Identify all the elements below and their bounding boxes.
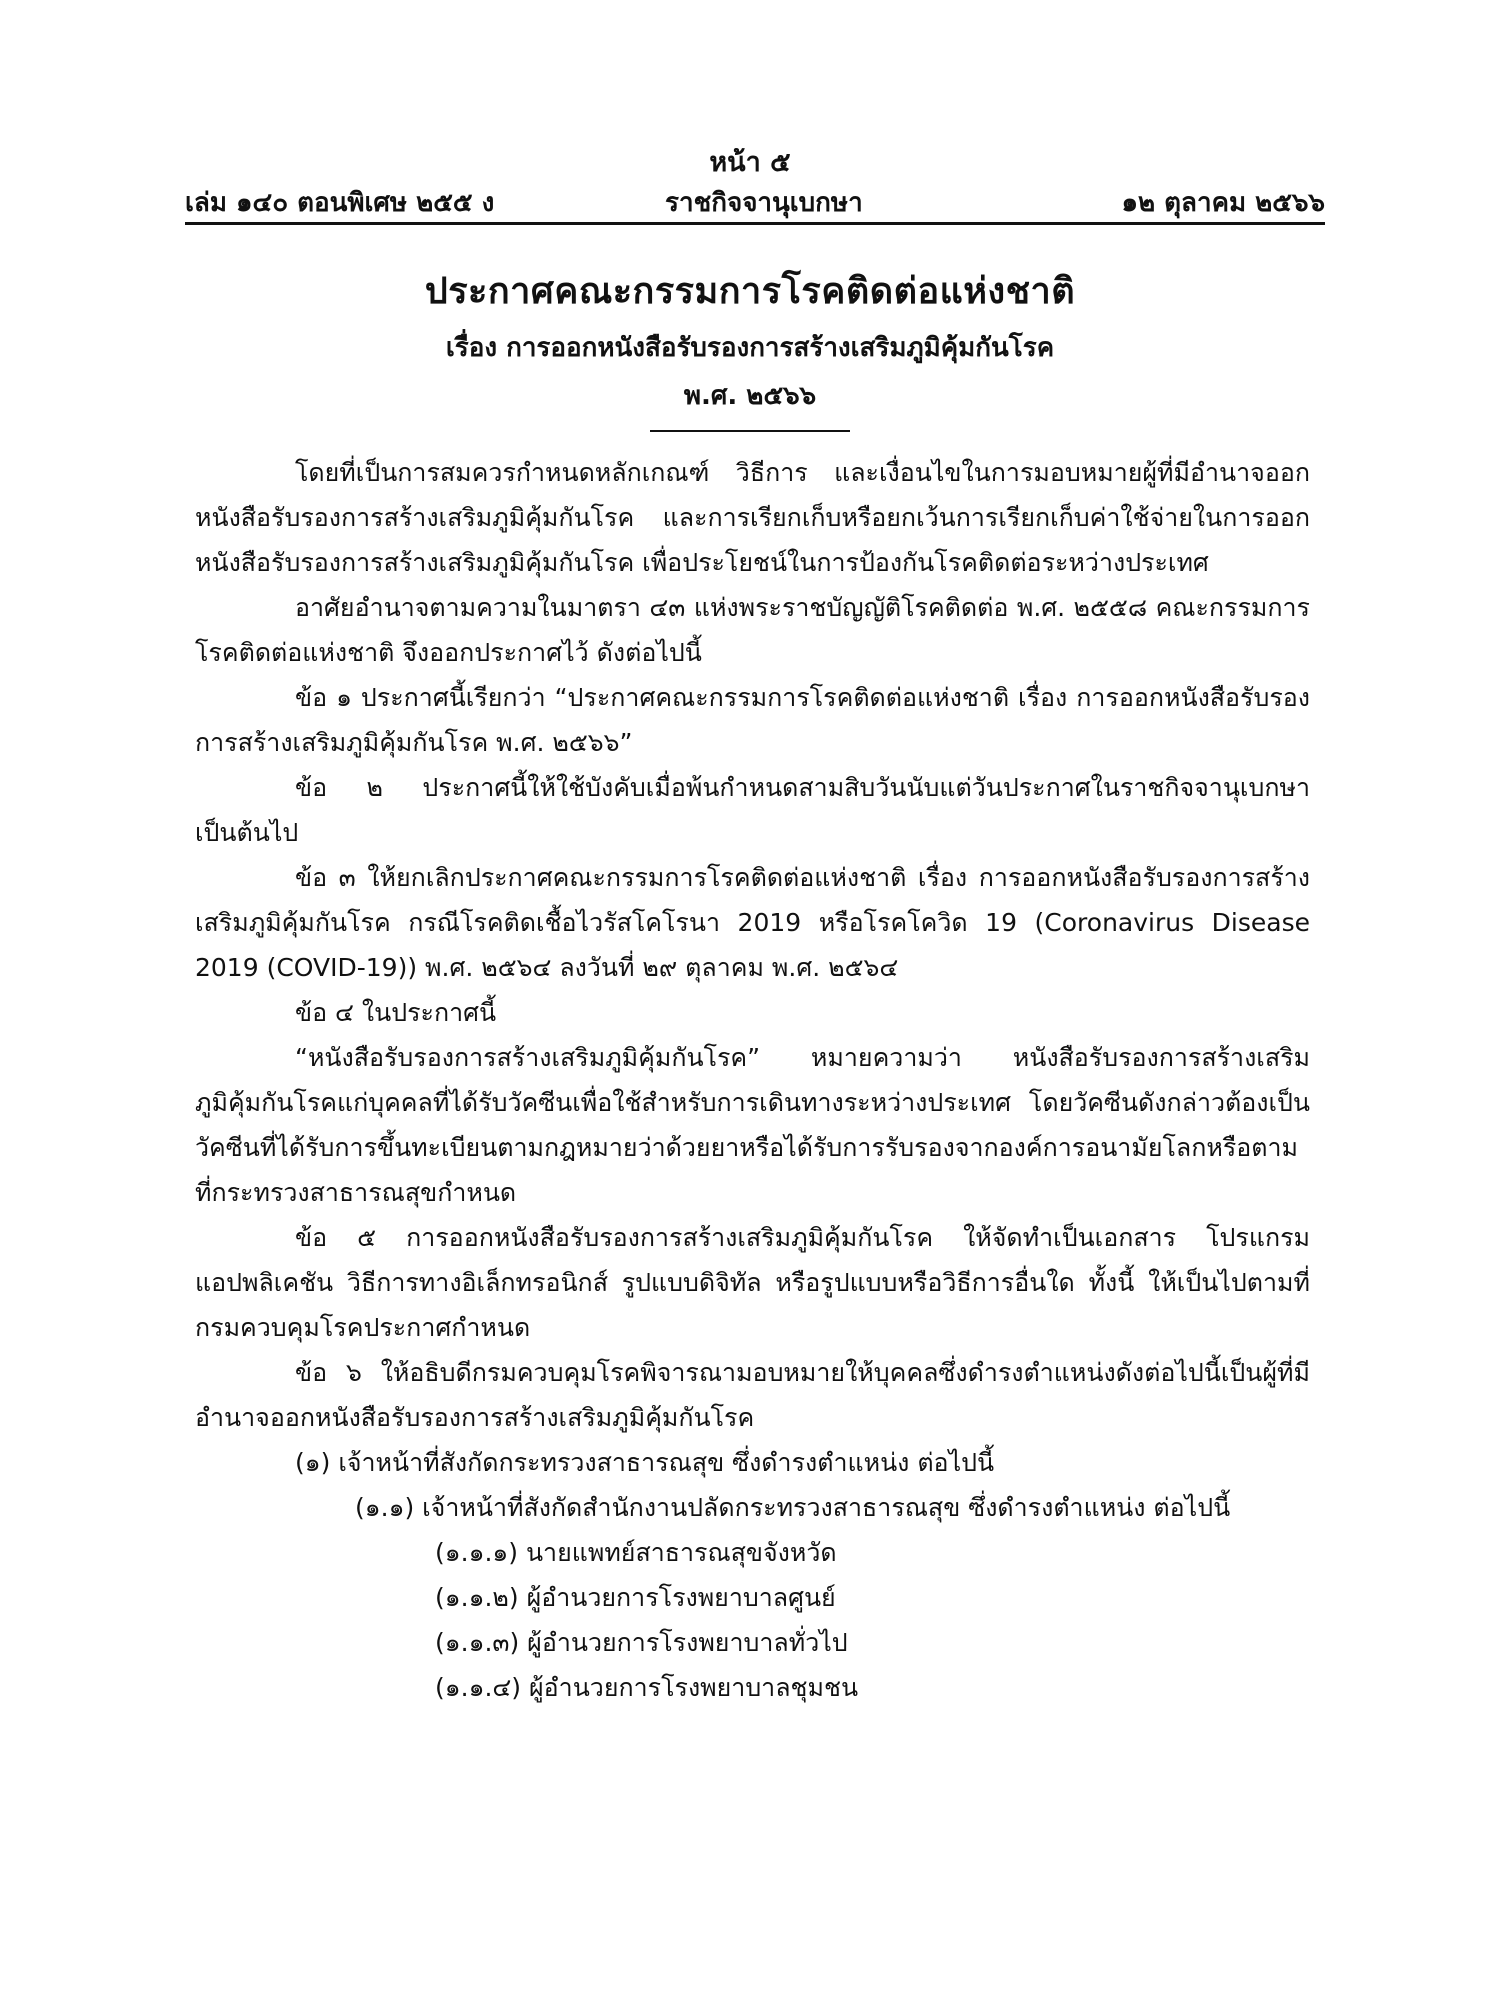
- title-divider: [650, 430, 850, 432]
- list-item-1-1-1: (๑.๑.๑) นายแพทย์สาธารณสุขจังหวัด: [435, 1538, 837, 1567]
- clause-1: ข้อ ๑ ประกาศนี้เรียกว่า “ประกาศคณะกรรมการโรคติดต่อแห่งชาติ เรื่อง การออกหนังสือรับรองการสร้างเสริมภูมิคุ้มกันโรค พ.ศ. ๒๕๖๖”: [195, 683, 1310, 757]
- page-number: หน้า ๕: [709, 147, 791, 178]
- definition-paragraph: “หนังสือรับรองการสร้างเสริมภูมิคุ้มกันโรค” หมายความว่า หนังสือรับรองการสร้างเสริมภูมิคุ้มกันโรคแก่บุคคลที่ได้รับวัคซีนเพื่อใช้สำหรับการเดินทางระหว่างประเทศ โดยวัคซีนดังกล่าวต้องเป็นวัคซีนที่ได้รับการขึ้นทะเบียนตามกฎหมายว่าด้วยยาหรือได้รับการรับรองจากองค์การอนามัยโลกหรือตามที่กระทรวงสาธารณสุขกำหนด: [195, 1043, 1310, 1207]
- document-subject: เรื่อง การออกหนังสือรับรองการสร้างเสริมภูมิคุ้มกันโรค: [445, 333, 1055, 363]
- list-item-1-1-2: (๑.๑.๒) ผู้อำนวยการโรงพยาบาลศูนย์: [435, 1583, 836, 1612]
- list-item-1-1-3: (๑.๑.๓) ผู้อำนวยการโรงพยาบาลทั่วไป: [435, 1628, 848, 1657]
- clause-4: ข้อ ๔ ในประกาศนี้: [295, 998, 497, 1027]
- clause-6: ข้อ ๖ ให้อธิบดีกรมควบคุมโรคพิจารณามอบหมายให้บุคคลซึ่งดำรงตำแหน่งดังต่อไปนี้เป็นผู้ที่มีอำนาจออกหนังสือรับรองการสร้างเสริมภูมิคุ้มกันโรค: [195, 1358, 1310, 1432]
- publication-date: ๑๒ ตุลาคม ๒๕๖๖: [1121, 188, 1325, 218]
- document-year: พ.ศ. ๒๕๖๖: [683, 381, 817, 411]
- gazette-name: ราชกิจจานุเบกษา: [665, 188, 863, 218]
- list-item-1-1: (๑.๑) เจ้าหน้าที่สังกัดสำนักงานปลัดกระทรวงสาธารณสุข ซึ่งดำรงตำแหน่ง ต่อไปนี้: [355, 1493, 1231, 1522]
- document-title: ประกาศคณะกรรมการโรคติดต่อแห่งชาติ: [424, 271, 1076, 312]
- volume-issue: เล่ม ๑๔๐ ตอนพิเศษ ๒๕๕ ง: [185, 188, 495, 218]
- clause-2: ข้อ ๒ ประกาศนี้ให้ใช้บังคับเมื่อพ้นกำหนดสามสิบวันนับแต่วันประกาศในราชกิจจานุเบกษาเป็นต้นไป: [195, 773, 1310, 847]
- gazette-header: [185, 182, 1325, 222]
- clause-5: ข้อ ๕ การออกหนังสือรับรองการสร้างเสริมภูมิคุ้มกันโรค ให้จัดทำเป็นเอกสาร โปรแกรมแอปพลิเคชัน วิธีการทางอิเล็กทรอนิกส์ รูปแบบดิจิทัล หรือรูปแบบหรือวิธีการอื่นใด ทั้งนี้ ให้เป็นไปตามที่กรมควบคุมโรคประกาศกำหนด: [195, 1223, 1310, 1342]
- document-body: [195, 450, 1310, 1710]
- preamble-paragraph: โดยที่เป็นการสมควรกำหนดหลักเกณฑ์ วิธีการ และเงื่อนไขในการมอบหมายผู้ที่มีอำนาจออกหนังสือรับรองการสร้างเสริมภูมิคุ้มกันโรค และการเรียกเก็บหรือยกเว้นการเรียกเก็บค่าใช้จ่ายในการออกหนังสือรับรองการสร้างเสริมภูมิคุ้มกันโรค เพื่อประโยชน์ในการป้องกันโรคติดต่อระหว่างประเทศ: [195, 458, 1310, 577]
- list-item-1: (๑) เจ้าหน้าที่สังกัดกระทรวงสาธารณสุข ซึ่งดำรงตำแหน่ง ต่อไปนี้: [295, 1448, 995, 1477]
- header-divider: [185, 222, 1325, 225]
- list-item-1-1-4: (๑.๑.๔) ผู้อำนวยการโรงพยาบาลชุมชน: [435, 1673, 859, 1702]
- clause-3: ข้อ ๓ ให้ยกเลิกประกาศคณะกรรมการโรคติดต่อแห่งชาติ เรื่อง การออกหนังสือรับรองการสร้างเสริมภูมิคุ้มกันโรค กรณีโรคติดเชื้อไวรัสโคโรนา 2019 หรือโรคโควิด 19 (Coronavirus Disease 2019 (COVID-19)) พ.ศ. ๒๕๖๔ ลงวันที่ ๒๙ ตุลาคม พ.ศ. ๒๕๖๔: [195, 863, 1310, 982]
- authority-paragraph: อาศัยอำนาจตามความในมาตรา ๔๓ แห่งพระราชบัญญัติโรคติดต่อ พ.ศ. ๒๕๕๘ คณะกรรมการโรคติดต่อแห่งชาติ จึงออกประกาศไว้ ดังต่อไปนี้: [195, 593, 1310, 667]
